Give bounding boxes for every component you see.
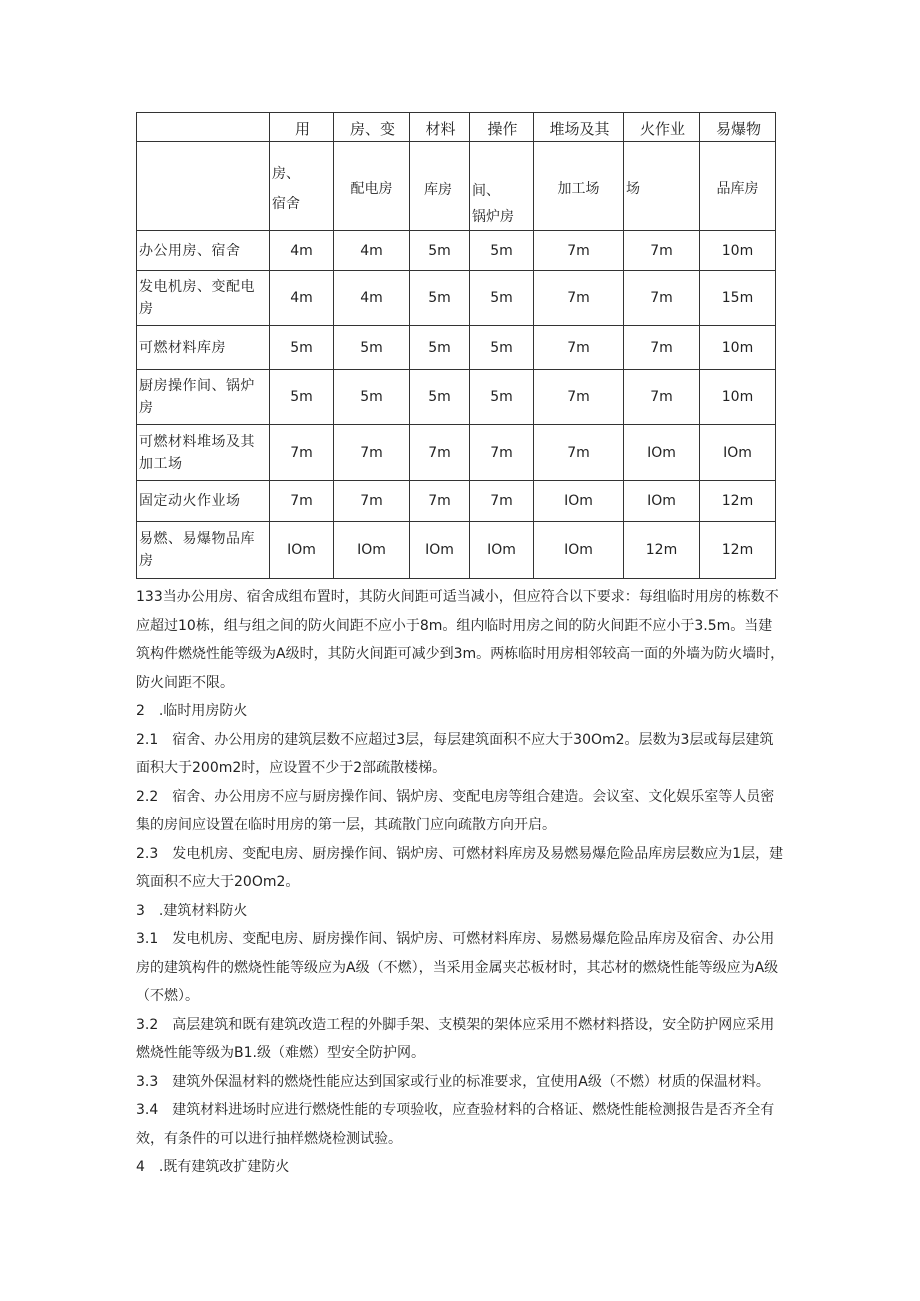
table-cell: 7m bbox=[334, 425, 410, 481]
table-cell: 7m bbox=[410, 425, 470, 481]
table-cell: 7m bbox=[334, 481, 410, 522]
paragraph-3-1: 3.1 发电机房、变配电房、厨房操作间、锅炉房、可燃材料库房、易燃易爆危险品库房及宿舍、办公用房的建筑构件的燃烧性能等级应为A级（不燃），当采用金属夹芯板材时，其芯材的燃烧性能等级应为A级（不燃）。 bbox=[136, 931, 779, 1004]
table-row bbox=[137, 231, 776, 271]
table-cell: 4m bbox=[270, 231, 334, 271]
table-row bbox=[137, 271, 776, 326]
table-row bbox=[137, 481, 776, 522]
header-bottom-cell: 配电房 bbox=[334, 142, 410, 231]
table-cell: 5m bbox=[470, 326, 534, 370]
table-cell: 5m bbox=[410, 326, 470, 370]
header-top-cell: 火作业 bbox=[624, 113, 700, 142]
table-cell: 7m bbox=[470, 481, 534, 522]
table-cell: 7m bbox=[624, 326, 700, 370]
table-row bbox=[137, 425, 776, 481]
paragraph-3-3: 3.3 建筑外保温材料的燃烧性能应达到国家或行业的标准要求，宜使用A级（不燃）材质的保温材料。 bbox=[136, 1073, 770, 1090]
table-cell: 7m bbox=[624, 231, 700, 271]
table-cell: IOm bbox=[470, 522, 534, 579]
table-cell: IOm bbox=[624, 425, 700, 481]
fire-distance-table bbox=[136, 112, 776, 579]
row-label: 发电机房、变配电房 bbox=[137, 271, 270, 326]
section-heading-4: 4 .既有建筑改扩建防火 bbox=[136, 1159, 290, 1175]
header-bottom-cell: 加工场 bbox=[534, 142, 624, 231]
table-row bbox=[137, 522, 776, 579]
header-top-cell: 房、变 bbox=[334, 113, 410, 142]
table-cell: 7m bbox=[410, 481, 470, 522]
row-label: 厨房操作间、锅炉房 bbox=[137, 370, 270, 425]
table-cell: 5m bbox=[334, 326, 410, 370]
table-cell: 7m bbox=[534, 231, 624, 271]
table-cell: 7m bbox=[534, 425, 624, 481]
section-heading-2: 2 .临时用房防火 bbox=[136, 703, 248, 719]
header-bottom-cell: 场 bbox=[624, 142, 700, 231]
table-cell: 5m bbox=[470, 370, 534, 425]
document-body bbox=[136, 583, 786, 1182]
table-cell: IOm bbox=[270, 522, 334, 579]
row-label: 可燃材料库房 bbox=[137, 326, 270, 370]
table-cell: 7m bbox=[624, 370, 700, 425]
table-cell: 7m bbox=[270, 481, 334, 522]
header-top-cell: 用 bbox=[270, 113, 334, 142]
header-top-cell: 材料 bbox=[410, 113, 470, 142]
table-cell: 7m bbox=[470, 425, 534, 481]
table-cell: 5m bbox=[270, 370, 334, 425]
paragraph-2-3: 2.3 发电机房、变配电房、厨房操作间、锅炉房、可燃材料库房及易燃易爆危险品库房层数应为1层，建筑面积不应大于20Om2。 bbox=[136, 845, 784, 890]
table-cell: 5m bbox=[470, 231, 534, 271]
header-bottom-cell: 间、 锅炉房 bbox=[470, 142, 534, 231]
row-label: 可燃材料堆场及其加工场 bbox=[137, 425, 270, 481]
table-header-top-row bbox=[137, 113, 776, 142]
table-cell: 7m bbox=[534, 326, 624, 370]
row-label: 易燃、易爆物品库房 bbox=[137, 522, 270, 579]
header-bottom-cell bbox=[137, 142, 270, 231]
table-cell: IOm bbox=[534, 481, 624, 522]
header-bottom-cell: 房、 宿舍 bbox=[270, 142, 334, 231]
header-top-cell: 操作 bbox=[470, 113, 534, 142]
paragraph-3-2: 3.2 高层建筑和既有建筑改造工程的外脚手架、支模架的架体应采用不燃材料搭设，安全防护网应采用燃烧性能等级为B1.级（难燃）型安全防护网。 bbox=[136, 1016, 775, 1061]
table-row bbox=[137, 326, 776, 370]
header-top-cell bbox=[137, 113, 270, 142]
header-bottom-cell: 品库房 bbox=[700, 142, 776, 231]
table-cell: 12m bbox=[700, 481, 776, 522]
table-cell: 12m bbox=[624, 522, 700, 579]
table-row bbox=[137, 370, 776, 425]
table-cell: IOm bbox=[334, 522, 410, 579]
table-cell: 5m bbox=[410, 231, 470, 271]
table-cell: 15m bbox=[700, 271, 776, 326]
header-top-cell: 易爆物 bbox=[700, 113, 776, 142]
table-cell: 10m bbox=[700, 231, 776, 271]
table-cell: 5m bbox=[270, 326, 334, 370]
table-cell: IOm bbox=[624, 481, 700, 522]
paragraph-2-1: 2.1 宿舍、办公用房的建筑层数不应超过3层，每层建筑面积不应大于30Om2。层数为3层或每层建筑面积大于200m2时，应设置不少于2部疏散楼梯。 bbox=[136, 731, 774, 776]
table-header-bottom-row bbox=[137, 142, 776, 231]
header-bottom-cell: 库房 bbox=[410, 142, 470, 231]
table-cell: 10m bbox=[700, 370, 776, 425]
paragraph-3-4: 3.4 建筑材料进场时应进行燃烧性能的专项验收，应查验材料的合格证、燃烧性能检测报告是否齐全有效，有条件的可以进行抽样燃烧检测试验。 bbox=[136, 1102, 775, 1147]
table-cell: 7m bbox=[624, 271, 700, 326]
table-cell: 10m bbox=[700, 326, 776, 370]
table-cell: IOm bbox=[534, 522, 624, 579]
table-cell: 5m bbox=[470, 271, 534, 326]
table-cell: 7m bbox=[270, 425, 334, 481]
header-top-cell: 堆场及其 bbox=[534, 113, 624, 142]
table-cell: IOm bbox=[410, 522, 470, 579]
table-cell: 12m bbox=[700, 522, 776, 579]
row-label: 办公用房、宿舍 bbox=[137, 231, 270, 271]
table-cell: 4m bbox=[270, 271, 334, 326]
section-heading-3: 3 .建筑材料防火 bbox=[136, 902, 248, 919]
paragraph-1-3-3: 133当办公用房、宿舍成组布置时，其防火间距可适当减小，但应符合以下要求：每组临时用房的栋数不应超过10栋，组与组之间的防火间距不应小于8m。组内临时用房之间的防火间距不应小于3.5m。当建筑构件燃烧性能等级为A级时，其防火间距可减少到3m。两栋临时用房相邻较高一面的外墙为防火墙时，防火间距不限。 bbox=[136, 589, 785, 691]
table-cell: 4m bbox=[334, 231, 410, 271]
table-cell: 5m bbox=[334, 370, 410, 425]
table-cell: 5m bbox=[410, 271, 470, 326]
row-label: 固定动火作业场 bbox=[137, 481, 270, 522]
table-cell: 7m bbox=[534, 271, 624, 326]
table-cell: 7m bbox=[534, 370, 624, 425]
fire-distance-table-container bbox=[136, 112, 776, 579]
table-cell: 4m bbox=[334, 271, 410, 326]
table-cell: 5m bbox=[410, 370, 470, 425]
paragraph-2-2: 2.2 宿舍、办公用房不应与厨房操作间、锅炉房、变配电房等组合建造。会议室、文化娱乐室等人员密集的房间应设置在临时用房的第一层，其疏散门应向疏散方向开启。 bbox=[136, 788, 775, 833]
table-cell: IOm bbox=[700, 425, 776, 481]
